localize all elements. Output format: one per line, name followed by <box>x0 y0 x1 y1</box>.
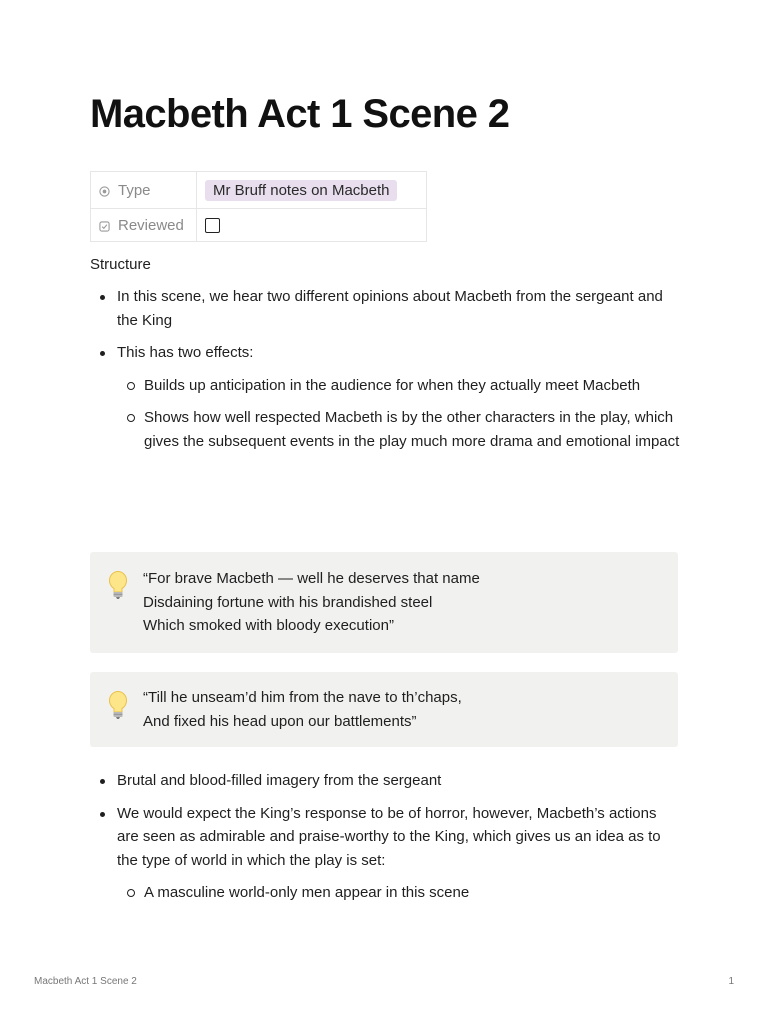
quote-line: “For brave Macbeth — well he deserves that name <box>143 570 480 587</box>
type-tag[interactable]: Mr Bruff notes on Macbeth <box>205 180 397 201</box>
list-item-text: Brutal and blood-filled imagery from the sergeant <box>117 772 442 789</box>
list-item-text: This has two effects: <box>117 344 254 361</box>
quote-line: “Till he unseam’d him from the nave to th’chaps, <box>143 689 462 706</box>
property-key <box>91 209 197 242</box>
sub-list <box>117 374 680 454</box>
property-key-label: Reviewed <box>118 216 184 234</box>
checkbox-icon <box>99 221 110 232</box>
property-key-label: Type <box>118 181 151 199</box>
reviewed-checkbox[interactable] <box>205 218 220 233</box>
list-item-text: Builds up anticipation in the audience for when they actually meet Macbeth <box>144 376 641 394</box>
property-row-type <box>91 172 427 209</box>
section-label: Structure <box>90 256 151 273</box>
list-item-text: We would expect the King’s response to be of horror, however, Macbeth’s actions are seen as admirable and praise-worthy to the King, which gives us an idea as to the type of world in which the play is set: <box>117 804 661 869</box>
page-number: 1 <box>728 976 734 987</box>
sub-list-item <box>117 881 680 905</box>
quote-callout <box>90 672 678 747</box>
quote-line: Which smoked with bloody execution” <box>143 617 394 634</box>
sub-list-item <box>117 374 680 398</box>
bullet-list <box>90 285 680 462</box>
sub-list-item <box>117 406 680 453</box>
list-item-text: Shows how well respected Macbeth is by the other characters in the play, which gives the subsequent events in the play much more drama and emotional impact <box>144 409 680 450</box>
property-value[interactable] <box>197 209 427 242</box>
quote-line: And fixed his head upon our battlements” <box>143 712 417 730</box>
quote-callout <box>90 552 678 653</box>
lightbulb-icon <box>107 690 129 720</box>
select-icon <box>99 186 110 197</box>
page-title: Macbeth Act 1 Scene 2 <box>90 92 510 136</box>
list-item <box>90 769 680 793</box>
bullet-list <box>90 769 680 914</box>
list-item-text: In this scene, we hear two different opinions about Macbeth from the sergeant and the King <box>117 288 663 329</box>
footer-title: Macbeth Act 1 Scene 2 <box>34 976 137 987</box>
sub-list <box>117 881 680 905</box>
list-item-text: A masculine world-only men appear in this scene <box>144 884 470 901</box>
lightbulb-icon <box>107 570 129 600</box>
property-value[interactable] <box>197 172 427 209</box>
property-row-reviewed <box>91 209 427 242</box>
list-item <box>90 802 680 905</box>
list-item <box>90 341 680 453</box>
property-key <box>91 172 197 209</box>
quote-line: Disdaining fortune with his brandished steel <box>143 593 433 611</box>
list-item <box>90 285 680 332</box>
properties-table <box>90 171 427 242</box>
